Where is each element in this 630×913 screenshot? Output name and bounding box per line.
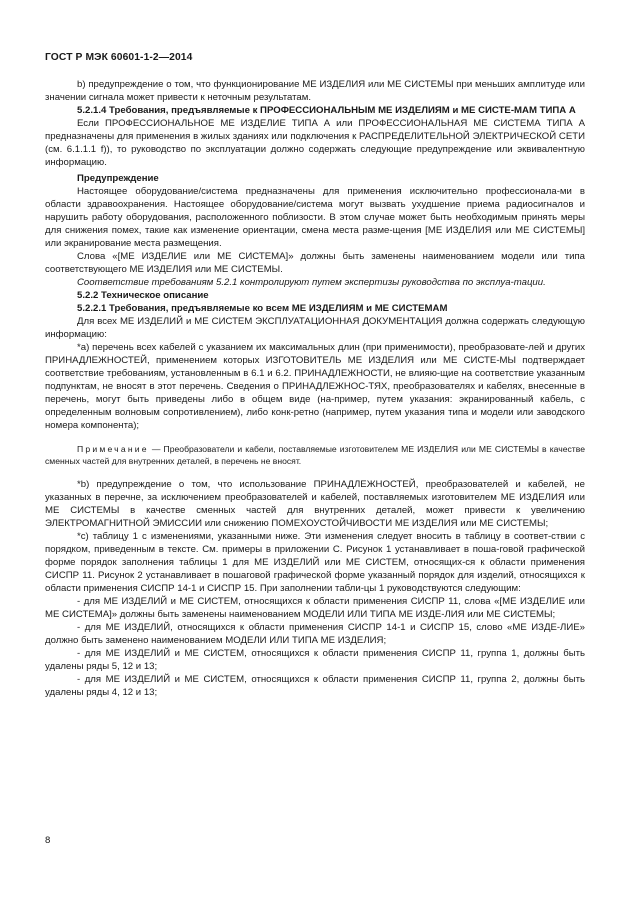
paragraph-b-warning: b) предупреждение о том, что функционирование МЕ ИЗДЕЛИЯ или МЕ СИСТЕМЫ при меньших амплитуде или значении сигнала может привести к неточным результатам. bbox=[45, 79, 585, 103]
paragraph-all-devices: Для всех МЕ ИЗДЕЛИЙ и МЕ СИСТЕМ ЭКСПЛУАТАЦИОННАЯ ДОКУМЕНТАЦИЯ должна содержать следующую информацию: bbox=[45, 316, 585, 340]
note-label: Примечание bbox=[77, 444, 149, 454]
document-body bbox=[45, 78, 585, 699]
list-item-group2: - для МЕ ИЗДЕЛИЙ и МЕ СИСТЕМ, относящихся к области применения СИСПР 11, группа 2, должны быть удалены ряды 4, 12 и 13; bbox=[45, 674, 585, 698]
paragraph-warning-text: Настоящее оборудование/система предназначены для применения исключительно профессионала-ми в области здравоохранения. Настоящее оборудование/система могут вызвать ухудшение приема радиосигналов и нарушить работу оборудования, расположенного поблизости. В этом случае может быть необходимым принять меры для снижения помех, такие как изменение ориентации, смена места разме-щения [МЕ ИЗДЕЛИЯ или МЕ СИСТЕМЫ] или экранирование места размещения. bbox=[45, 186, 585, 249]
paragraph-item-b: *b) предупреждение о том, что использование ПРИНАДЛЕЖНОСТЕЙ, преобразователей и кабелей, не указанных в перечне, за исключением преобразователей и кабелей, поставляемых изготовителем МЕ ИЗДЕЛИЯ или МЕ СИСТЕМЫ в качестве сменных частей для внутренних деталей, может привести к увеличению ЭЛЕКТРОМАГНИТНОЙ ЭМИССИИ или снижению ПОМЕХОУСТОЙЧИВОСТИ МЕ ИЗДЕЛИЯ или МЕ СИСТЕМЫ; bbox=[45, 479, 585, 529]
warning-title: Предупреждение bbox=[77, 173, 159, 184]
list-item-cispr14-15: - для МЕ ИЗДЕЛИЙ, относящихся к области применения СИСПР 14-1 и СИСПР 15, слово «МЕ ИЗДЕ-ЛИЕ» должно быть заменено наименованием МОДЕЛИ ИЛИ ТИПА МЕ ИЗДЕЛИЯ; bbox=[45, 622, 585, 646]
paragraph-type-a: Если ПРОФЕССИОНАЛЬНОЕ МЕ ИЗДЕЛИЕ ТИПА А или ПРОФЕССИОНАЛЬНАЯ МЕ СИСТЕМА ТИПА А предназначены для применения в жилых зданиях или подключения к РАСПРЕДЕЛИТЕЛЬНОЙ ЭЛЕКТРИЧЕСКОЙ СЕТИ (см. 6.1.1.1 f)), то руководство по эксплуатации должно содержать следующие предупреждение или эквивалентную информацию. bbox=[45, 118, 585, 168]
note bbox=[45, 443, 585, 467]
paragraph-item-c: *с) таблицу 1 с изменениями, указанными ниже. Эти изменения следует вносить в таблицу в соответ-ствии с порядком, приведенным в тексте. См. примеры в приложении С. Рисунок 1 устанавливает в поша-говой графической форме порядок заполнения таблицы 1 для МЕ ИЗДЕЛИЙ или МЕ СИСТЕМ, относящих-ся к области применения СИСПР 11. Рисунок 2 устанавливает в пошаговой графической форме указанный порядок для изделий, относящихся к области применения СИСПР 14-1 и СИСПР 15. При заполнении табли-цы 1 руководствуются следующим: bbox=[45, 531, 585, 594]
note-text: — Преобразователи и кабели, поставляемые изготовителем МЕ ИЗДЕЛИЯ или МЕ СИСТЕМЫ в качестве сменных частей для внутренних деталей, в перечень не вносят. bbox=[45, 444, 585, 466]
section-heading-5-2-2: 5.2.2 Техническое описание bbox=[77, 290, 209, 301]
section-heading-5-2-1-4: 5.2.1.4 Требования, предъявляемые к ПРОФЕССИОНАЛЬНЫМ МЕ ИЗДЕЛИЯМ и МЕ СИСТЕ-МАМ ТИПА А bbox=[77, 105, 576, 116]
paragraph-replace-words: Слова «[МЕ ИЗДЕЛИЕ или МЕ СИСТЕМА]» должны быть заменены наименованием модели или типа соответствующего МЕ ИЗДЕЛИЯ или МЕ СИСТЕМЫ. bbox=[45, 251, 585, 275]
section-heading-5-2-2-1: 5.2.2.1 Требования, предъявляемые ко всем МЕ ИЗДЕЛИЯМ и МЕ СИСТЕМАМ bbox=[77, 303, 448, 314]
paragraph-compliance: Соответствие требованиям 5.2.1 контролируют путем экспертизы руководства по эксплуа-тации. bbox=[77, 277, 546, 288]
paragraph-item-a: *а) перечень всех кабелей с указанием их максимальных длин (при применимости), преобразовате-лей и других ПРИНАДЛЕЖНОСТЕЙ, применением которых ИЗГОТОВИТЕЛЬ МЕ ИЗДЕЛИЯ или МЕ СИСТЕ-МЫ подтверждает соответствие требованиям, установленным в 6.1 и 6.2. ПРИНАДЛЕЖНОСТИ, не влияю-щие на соответствие указанным подпунктам, не вносят в этот перечень. Сведения о ПРИНАДЛЕЖНОС-ТЯХ, преобразователях и кабелях, внесенные в перечень, могут быть приведены либо в общем виде (на-пример, путем указания: экранированный кабель, с определенным волновым сопротивлением), либо конк-ретно (например, путем указания типа и модели или заводского номера компонента); bbox=[45, 342, 585, 431]
page-number: 8 bbox=[45, 835, 51, 846]
list-item-group1: - для МЕ ИЗДЕЛИЙ и МЕ СИСТЕМ, относящихся к области применения СИСПР 11, группа 1, должны быть удалены ряды 5, 12 и 13; bbox=[45, 648, 585, 672]
list-item-cispr11: - для МЕ ИЗДЕЛИЙ и МЕ СИСТЕМ, относящихся к области применения СИСПР 11, слова «[МЕ ИЗДЕЛИЕ или МЕ СИСТЕМА]» должны быть заменены наименованием МОДЕЛИ ИЛИ ТИПА МЕ ИЗДЕ-ЛИЯ или МЕ СИСТЕМЫ; bbox=[45, 596, 585, 620]
document-header: ГОСТ Р МЭК 60601-1-2—2014 bbox=[45, 52, 193, 63]
